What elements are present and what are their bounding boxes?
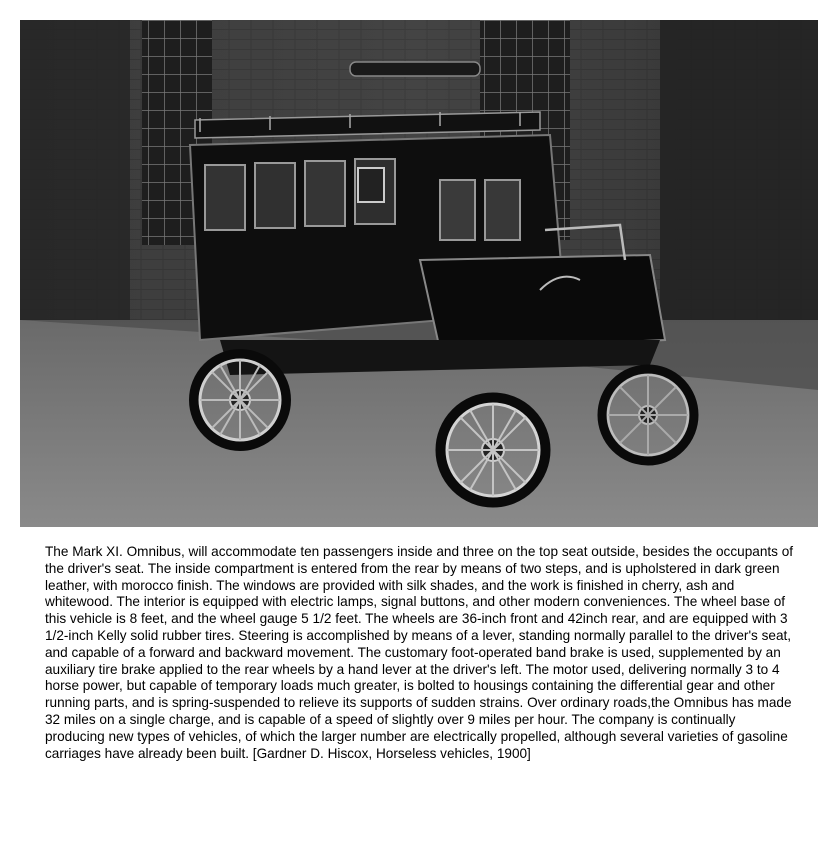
front-wheel [441,398,545,502]
caption-text: The Mark XI. Omnibus, will accommodate ten passengers inside and three on the top seat outside, besides the occupants of the driver's seat. The inside compartment is entered from the rear by means of two steps, and is upholstered in dark green leather, with morocco finish. The windows are provided with silk shades, and the work is finished in cherry, ash and whitewood. The interior is equipped with electric lamps, signal buttons, and other modern conveniences. The wheel base of this vehicle is 8 feet, and the wheel gauge 5 1/2 feet. The wheels are 36-inch front and 42inch rear, and are equipped with 3 1/2-inch Kelly solid rubber tires. Steering is accomplished by means of a lever, standing normally parallel to the driver's seat, and capable of a forward and backward movement. The customary foot-operated band brake is used, supplemented by an auxiliary tire brake applied to the rear wheels by a hand lever at the driver's left. The motor used, delivering normally 3 to 4 horse power, but capable of temporary loads much greater, is bolted to housings containing the differential gear and other running parts, and is spring-suspended to relieve its supports of sudden strains. Over ordinary roads,the Omnibus has made 32 miles on a single charge, and is capable of a speed of slightly over 9 miles per hour. The company is continually producing new types of vehicles, of which the larger number are electrically propelled, although several varieties of gasoline carriages have already been built. [Gardner D. Hiscox, Horseless vehicles, 1900] [45,544,794,761]
omnibus-illustration [20,20,818,527]
rear-wheel [194,354,286,446]
front-wheel-far [602,369,694,461]
omnibus-photo [20,20,818,527]
foliage-left [20,20,130,340]
